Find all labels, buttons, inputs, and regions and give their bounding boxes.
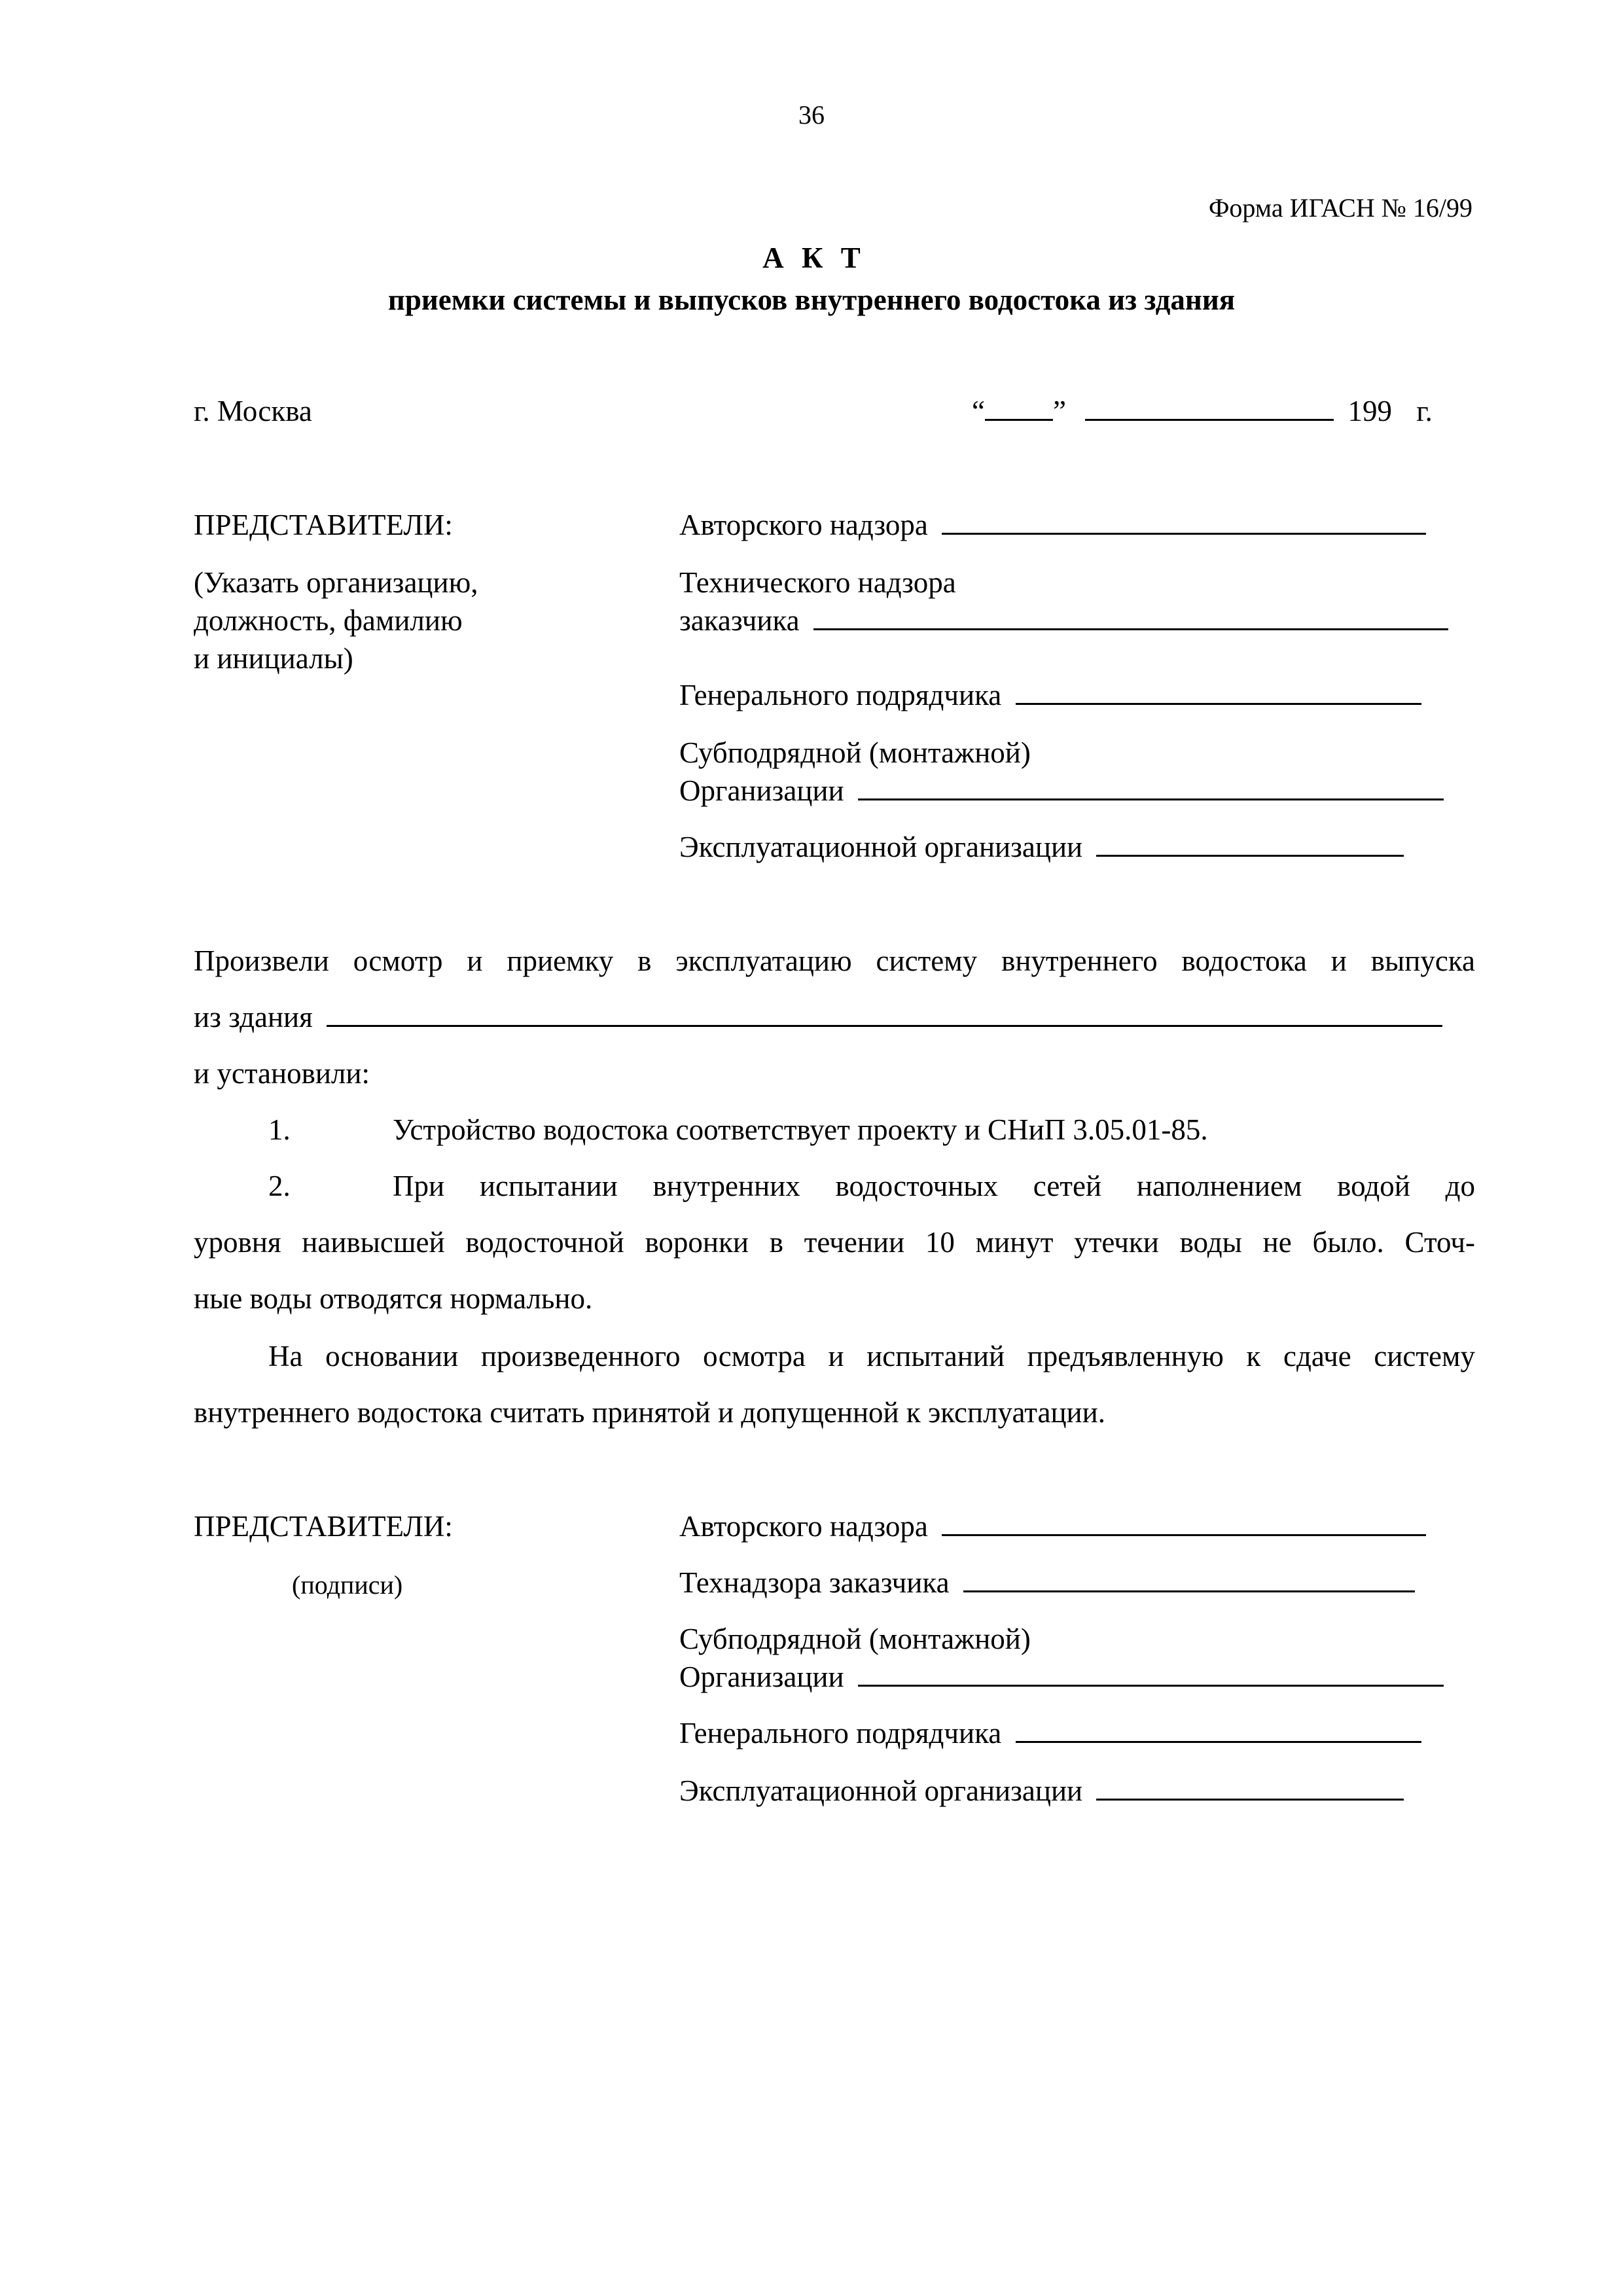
- sig-subcontractor-org-label: Организации: [679, 1660, 844, 1693]
- customer-label: заказчика: [679, 604, 800, 637]
- exploitation-row: [679, 830, 1404, 864]
- sig-subcontractor-org-row: [679, 1660, 1444, 1694]
- conclusion-line-2: внутреннего водостока считать принятой и допущенной к эксплуатации.: [194, 1396, 1105, 1429]
- building-label: из здания: [194, 1001, 313, 1033]
- tech-supervision-label: Технического надзора: [679, 566, 956, 599]
- subcontractor-org-row: [679, 774, 1444, 808]
- signatures-heading: ПРЕДСТАВИТЕЛИ:: [194, 1510, 453, 1543]
- sig-general-label: Генерального подрядчика: [679, 1717, 1002, 1749]
- sig-exploitation-row: [679, 1774, 1404, 1808]
- item-2-number: 2.: [268, 1170, 291, 1202]
- building-blank[interactable]: [327, 1024, 1442, 1027]
- date-suffix: г.: [1416, 395, 1433, 427]
- sig-exploitation-label: Эксплуатационной организации: [679, 1774, 1083, 1807]
- sig-tech-blank[interactable]: [963, 1590, 1415, 1592]
- reps-heading: ПРЕДСТАВИТЕЛИ:: [194, 509, 453, 541]
- day-blank[interactable]: [985, 418, 1053, 421]
- sig-subcontractor-label: Субподрядной (монтажной): [679, 1623, 1031, 1655]
- reps-note-line-2: должность, фамилию: [194, 604, 463, 637]
- date-field: [972, 394, 1433, 428]
- date-quote-close: ”: [1052, 395, 1066, 427]
- month-blank[interactable]: [1085, 418, 1334, 421]
- customer-blank[interactable]: [813, 628, 1448, 630]
- exploitation-label: Эксплуатационной организации: [679, 831, 1083, 863]
- exploitation-blank[interactable]: [1096, 854, 1404, 857]
- document-subtitle: приемки системы и выпусков внутреннего водостока из здания: [387, 283, 1236, 316]
- page-number: 36: [798, 100, 825, 130]
- sig-tech-row: [679, 1566, 1415, 1600]
- customer-row: [679, 603, 1448, 637]
- building-row: [194, 1000, 1442, 1034]
- sig-general-row: [679, 1716, 1421, 1750]
- conclusion-line-1: На основании произведенного осмотра и испытаний предъявленную к сдаче систему: [268, 1340, 1475, 1372]
- item-1-text: Устройство водостока соответствует проекту и СНиП 3.05.01-85.: [393, 1113, 1208, 1146]
- item-2-text-line-1: При испытании внутренних водосточных сетей наполнением водой до: [393, 1170, 1475, 1202]
- body-paragraph-line-1: Произвели осмотр и приемку в эксплуатацию систему внутреннего водостока и выпуска: [194, 944, 1475, 977]
- form-label: Форма ИГАСН № 16/99: [1208, 193, 1472, 223]
- sig-author-row: [679, 1509, 1426, 1543]
- sig-author-blank[interactable]: [942, 1534, 1426, 1536]
- general-contractor-row: [679, 678, 1421, 712]
- date-quote-open: “: [972, 395, 985, 427]
- general-contractor-label: Генерального подрядчика: [679, 679, 1002, 711]
- reps-note-line-1: (Указать организацию,: [194, 566, 478, 599]
- item-2-text-line-2: уровня наивысшей водосточной воронки в течении 10 минут утечки воды не было. Сточ-: [194, 1226, 1475, 1259]
- sig-tech-label: Технадзора заказчика: [679, 1566, 950, 1599]
- signatures-note: (подписи): [292, 1570, 403, 1600]
- author-supervision-blank[interactable]: [942, 532, 1426, 535]
- item-2-text-line-3: ные воды отводятся нормально.: [194, 1282, 593, 1315]
- subcontractor-org-blank[interactable]: [858, 798, 1444, 800]
- date-year: 199: [1347, 395, 1392, 427]
- city-label: г. Москва: [194, 395, 312, 427]
- subcontractor-org-label: Организации: [679, 774, 844, 807]
- established-label: и установили:: [194, 1057, 370, 1090]
- reps-note-line-3: и инициалы): [194, 642, 353, 675]
- sig-general-blank[interactable]: [1016, 1740, 1421, 1743]
- sig-exploitation-blank[interactable]: [1096, 1798, 1404, 1801]
- sig-author-label: Авторского надзора: [679, 1510, 928, 1543]
- item-1-number: 1.: [268, 1113, 291, 1146]
- author-supervision-row: [679, 508, 1426, 542]
- general-contractor-blank[interactable]: [1016, 702, 1421, 705]
- document-title: А К Т: [762, 242, 866, 274]
- author-supervision-label: Авторского надзора: [679, 509, 928, 541]
- sig-subcontractor-org-blank[interactable]: [858, 1684, 1444, 1687]
- subcontractor-label: Субподрядной (монтажной): [679, 736, 1031, 769]
